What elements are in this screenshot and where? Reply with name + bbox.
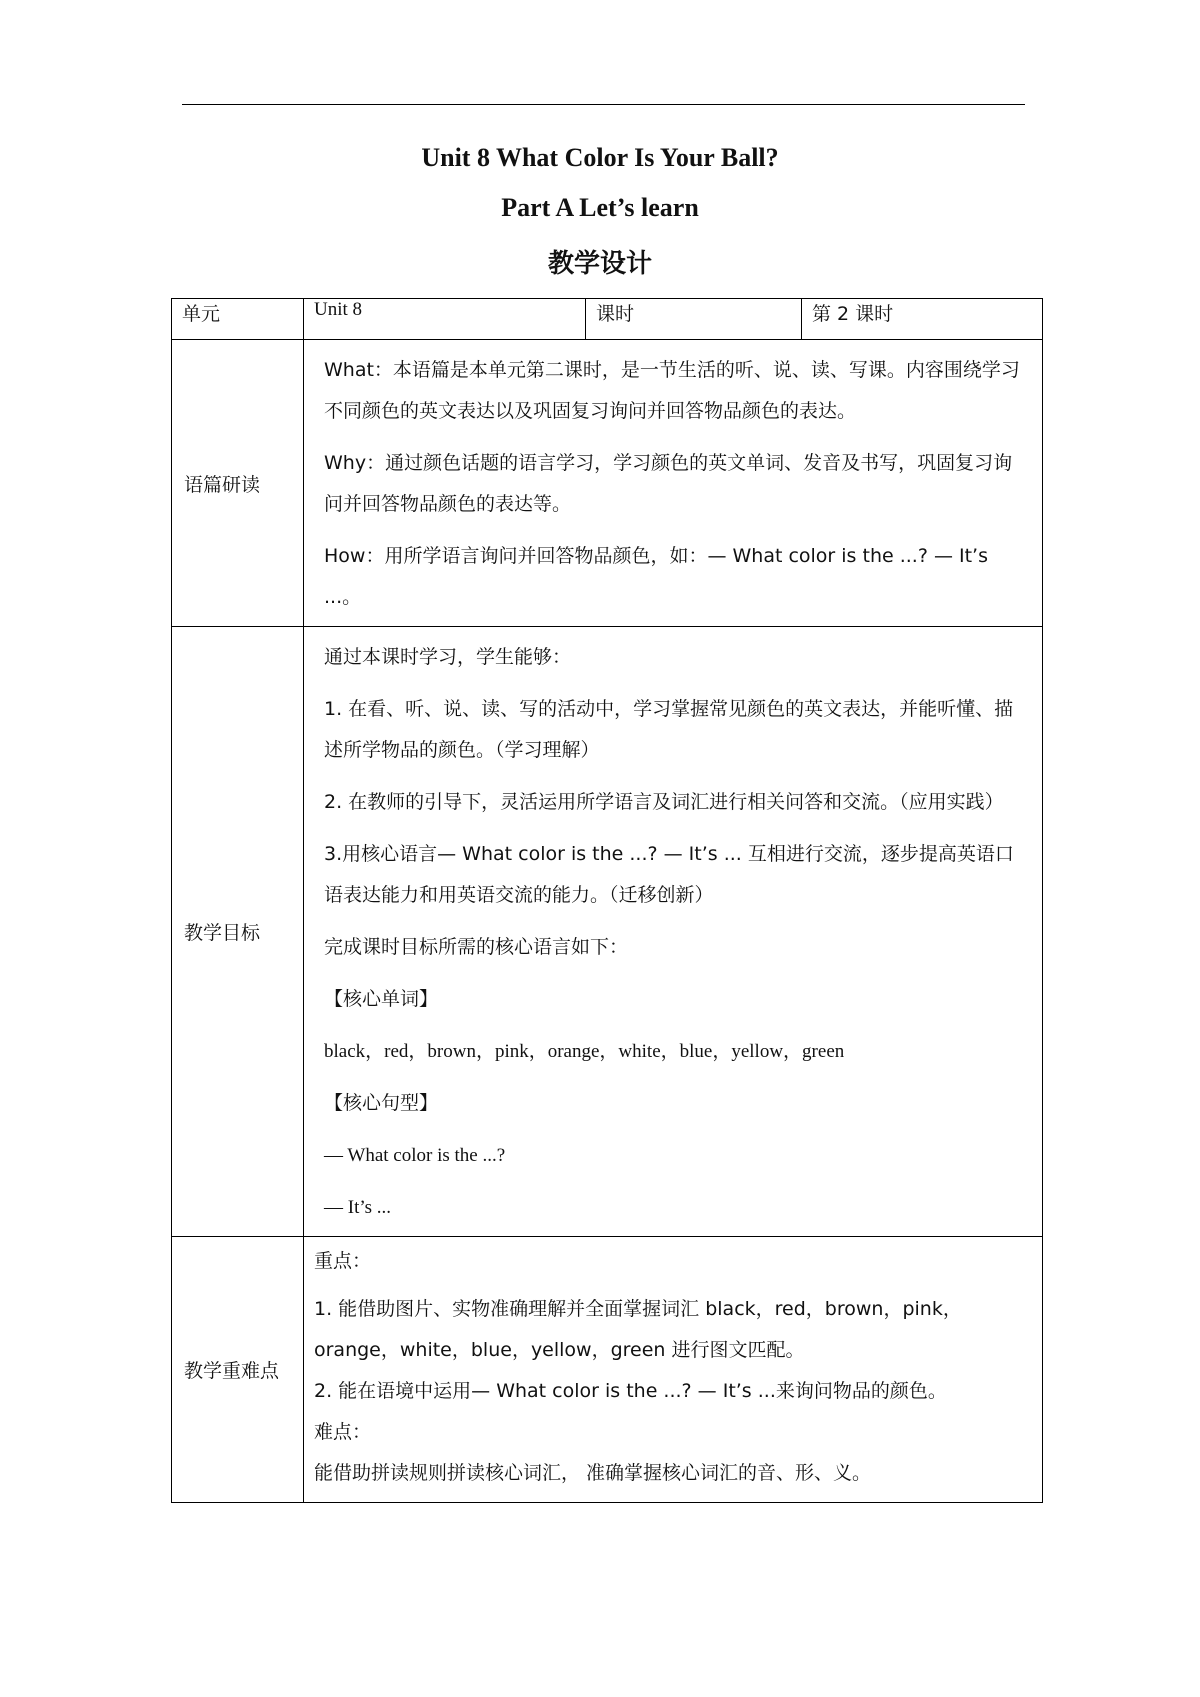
objectives-intro: 通过本课时学习，学生能够：	[324, 646, 572, 668]
difficulty-1: 能借助拼读规则拼读核心词汇， 准确掌握核心词汇的音、形、义。	[314, 1462, 872, 1484]
key-point-1: 1. 能借助图片、实物准确理解并全面掌握词汇 black，red，brown，pink，orange，white，blue，yellow，green 进行图文匹配。	[314, 1298, 962, 1361]
header-rule	[182, 104, 1025, 105]
document-title: Unit 8 What Color Is Your Ball?	[421, 143, 779, 172]
objective-2: 2. 在教师的引导下，灵活运用所学语言及词汇进行相关问答和交流。（应用实践）	[324, 791, 1004, 813]
reading-what: What：本语篇是本单元第二课时，是一节生活的听、说、读、写课。内容围绕学习不同颜色的英文表达以及巩固复习询问并回答物品颜色的表达。	[324, 359, 1020, 422]
core-sentences-heading: 【核心句型】	[324, 1092, 439, 1114]
objectives-row	[172, 627, 1043, 1237]
reading-content	[304, 340, 1043, 627]
lesson-design-table	[171, 298, 1043, 1503]
core-words-heading: 【核心单词】	[324, 988, 439, 1010]
document-heading: 教学设计	[547, 249, 652, 279]
core-words-list: black，red，brown，pink，orange，white，blue，yellow，green	[324, 1041, 845, 1062]
objectives-label: 教学目标	[172, 627, 304, 1237]
document-subtitle: Part A Let’s learn	[501, 193, 699, 222]
keypoints-content	[304, 1237, 1043, 1503]
keypoints-label: 教学重难点	[172, 1237, 304, 1503]
key-point-2: 2. 能在语境中运用— What color is the ...? — It’s ...来询问物品的颜色。	[314, 1380, 947, 1402]
period-value: 第 2 课时	[802, 299, 1043, 340]
reading-why: Why：通过颜色话题的语言学习，学习颜色的英文单词、发音及书写，巩固复习询问并回答物品颜色的表达等。	[324, 452, 1013, 515]
key-points-heading: 重点：	[314, 1250, 372, 1272]
core-sentence-question: — What color is the ...?	[324, 1145, 506, 1166]
objective-3: 3.用核心语言— What color is the ...? — It’s ... 互相进行交流，逐步提高英语口语表达能力和用英语交流的能力。（迁移创新）	[324, 843, 1014, 906]
period-label: 课时	[586, 299, 802, 340]
unit-label: 单元	[172, 299, 304, 340]
objectives-content	[304, 627, 1043, 1237]
difficulty-heading: 难点：	[314, 1421, 372, 1443]
objective-1: 1. 在看、听、说、读、写的活动中，学习掌握常见颜色的英文表达，并能听懂、描述所学物品的颜色。（学习理解）	[324, 698, 1014, 761]
core-language-intro: 完成课时目标所需的核心语言如下：	[324, 936, 629, 958]
reading-row	[172, 340, 1043, 627]
reading-label: 语篇研读	[172, 340, 304, 627]
table-header-row	[172, 299, 1043, 340]
core-sentence-answer: — It’s ...	[324, 1197, 392, 1218]
unit-value: Unit 8	[304, 299, 586, 340]
keypoints-row	[172, 1237, 1043, 1503]
reading-how: How：用所学语言询问并回答物品颜色，如：— What color is the ...? — It’s ...。	[324, 545, 988, 608]
